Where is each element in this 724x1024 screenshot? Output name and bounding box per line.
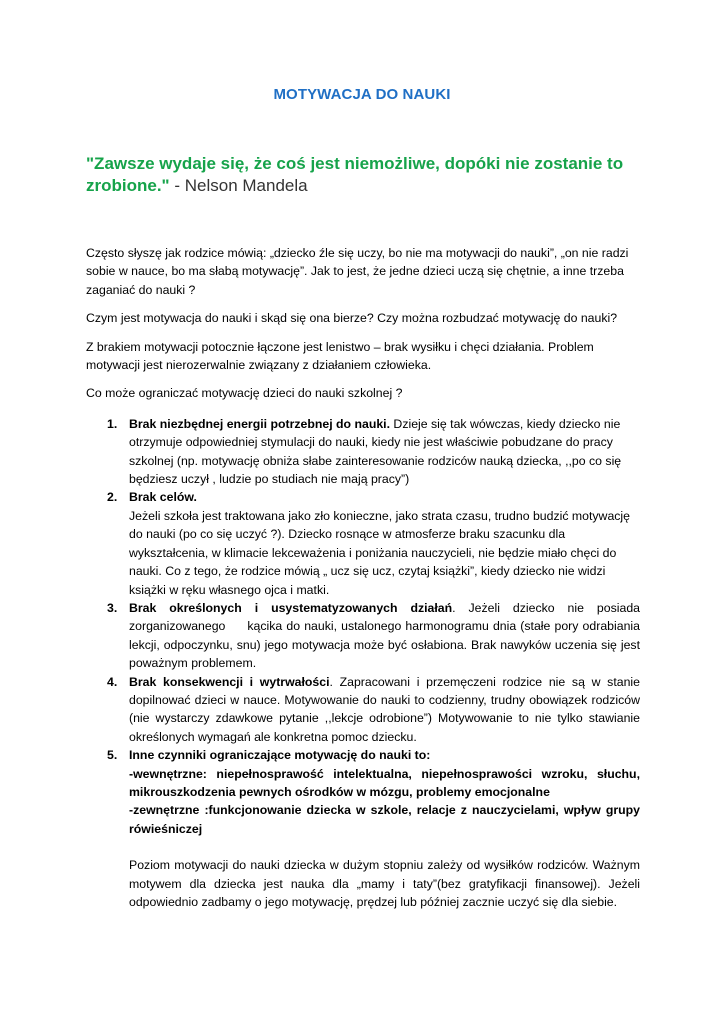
- list-number: 3.: [107, 600, 118, 615]
- factors-list: [86, 415, 640, 838]
- quote-author: - Nelson Mandela: [169, 176, 308, 195]
- list-heading: Brak konsekwencji i wytrwałości: [129, 674, 330, 689]
- list-item: [86, 415, 640, 489]
- list-item: [86, 488, 640, 598]
- list-heading: Brak celów.: [129, 490, 197, 505]
- list-text: kącika do nauki, ustalonego harmonogramu dnia (stałe pory odrabiania lekcji, odpoczynku, snu) jego motywacja może być osłabiona. Brak nawyków uczenia się jest poważnym problemem.: [129, 619, 640, 671]
- paragraph: Z brakiem motywacji potocznie łączone jest lenistwo – brak wysiłku i chęci działania. Problem motywacji jest nierozerwalnie związany z działaniem człowieka.: [86, 339, 594, 373]
- list-text: . Zapracowani i przemęczeni rodzice nie są w stanie dopilnować dzieci w nauce. Motywowanie do nauki to codzienny, trudny obowiązek rodziców (nie wystarczy zdawkowe pytanie ,,lekcje odrobione”) Motywowanie to nie tylko stawianie określonych wymagań ale konkretna pomoc dziecku.: [129, 674, 640, 744]
- list-item: [86, 673, 640, 747]
- list-number: 4.: [107, 674, 118, 689]
- paragraph: Często słyszę jak rodzice mówią: „dziecko źle się uczy, bo nie ma motywacji do nauki”, „on nie radzi sobie w nauce, bo ma słabą motywację”. Jak to jest, że jedne dzieci uczą się chętnie, a inne trzeba zaganiać do nauki ?: [86, 246, 629, 297]
- list-text: Dzieje się tak wówczas, kiedy dziecko nie otrzymuje odpowiedniej stymulacji do nauki, kiedy nie jest właściwie pobudzane do pracy szkolnej (np. motywację obniża słabe zainteresowanie rodziców nauką dziecka, ,,po co się będziesz uczył , ludzie po studiach nie mają pracy”): [129, 416, 622, 487]
- list-number: 5.: [107, 748, 118, 763]
- page-title: MOTYWACJA DO NAUKI: [273, 86, 451, 103]
- quote-text: "Zawsze wydaje się, że coś jest niemożliwe, dopóki nie zostanie to zrobione.": [86, 154, 624, 195]
- list-item: [86, 746, 640, 838]
- closing-paragraph: Poziom motywacji do nauki dziecka w dużym stopniu zależy od wysiłków rodziców. Ważnym motywem dla dziecka jest nauka dla „mamy i taty”(bez gratyfikacji finansowej). Jeżeli odpowiednio zadbamy o jego motywację, prędzej lub później zacznie uczyć się dla siebie.: [129, 858, 640, 909]
- list-text: Jeżeli szkoła jest traktowana jako zło konieczne, jako strata czasu, trudno budzić motywację do nauki (po co się uczyć ?). Dziecko rosnące w atmosferze braku szacunku dla wykształcenia, w klimacie lekceważenia i poniżania nauczycieli, nie będzie miało chęci do nauki. Co z tego, że rodzice mówią „ ucz się ucz, czytaj książki”, kiedy dziecko nie widzi książki w ręku własnego ojca i matki.: [129, 508, 630, 597]
- list-heading: Inne czynniki ograniczające motywację do nauki to:: [129, 748, 431, 763]
- paragraph: Czym jest motywacja do nauki i skąd się ona bierze? Czy można rozbudzać motywację do nauki?: [86, 311, 618, 326]
- list-heading: Brak niezbędnej energii potrzebnej do nauki.: [129, 416, 391, 431]
- list-item: [86, 599, 640, 673]
- paragraph: Co może ograniczać motywację dzieci do nauki szkolnej ?: [86, 386, 403, 401]
- quote: [86, 153, 646, 197]
- list-text: . Jeżeli dziecko nie posiada zorganizowanego: [129, 600, 640, 634]
- list-number: 1.: [107, 416, 118, 431]
- list-number: 2.: [107, 490, 118, 505]
- internal-factors: -wewnętrzne: niepełnosprawość intelektualna, niepełnosprawości wzroku, słuchu, mikrouszkodzenia pewnych ośrodków w mózgu, problemy emocjonalne: [129, 766, 640, 799]
- document-body: [86, 244, 640, 921]
- external-factors: -zewnętrzne :funkcjonowanie dziecka w szkole, relacje z nauczycielami, wpływ grupy rówieśniczej: [129, 803, 640, 836]
- list-heading: Brak określonych i usystematyzowanych działań: [129, 600, 453, 615]
